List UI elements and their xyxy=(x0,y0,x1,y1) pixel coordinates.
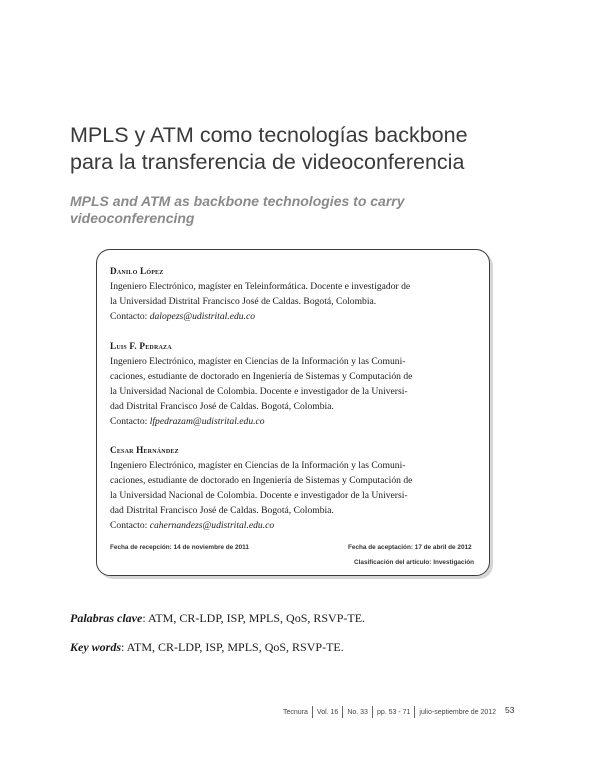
keywords-label: Key words xyxy=(70,640,121,654)
author-block xyxy=(110,443,480,533)
footer-period: julio-septiembre de 2012 xyxy=(419,708,497,716)
title-line-1: MPLS y ATM como tecnologías backbone xyxy=(70,123,468,147)
footer-divider xyxy=(342,706,343,718)
author-bio-line: caciones, estudiante de doctorado en Ingeniería de Sistemas y Computación de xyxy=(110,475,413,486)
author-name: Danilo López xyxy=(110,266,164,276)
author-bio-line: la Universidad Nacional de Colombia. Docente e investigador de la Universi- xyxy=(110,386,408,397)
author-bio-line: Ingeniero Electrónico, magíster en Ciencias de la Información y las Comuni- xyxy=(110,356,406,367)
contact-label: Contacto: xyxy=(110,311,150,322)
page-footer xyxy=(283,705,496,719)
author-contact xyxy=(110,414,480,429)
author-contact xyxy=(110,518,480,533)
article-title xyxy=(70,122,540,176)
received-date: Fecha de recepción: 14 de noviembre de 2011 xyxy=(110,544,249,551)
keywords-text: : ATM, CR-LDP, ISP, MPLS, QoS, RSVP-TE. xyxy=(142,611,366,625)
footer-divider xyxy=(372,706,373,718)
footer-number: No. 33 xyxy=(347,708,368,716)
article-classification: Clasificación del artículo: Investigación xyxy=(354,559,475,566)
english-title xyxy=(70,193,530,227)
keywords-text: : ATM, CR-LDP, ISP, MPLS, QoS, RSVP-TE. xyxy=(121,640,344,654)
contact-label: Contacto: xyxy=(110,520,150,531)
author-bio-line: la Universidad Nacional de Colombia. Docente e investigador de la Universi- xyxy=(110,490,408,501)
footer-volume: Vol. 16 xyxy=(316,708,339,716)
author-bio-line: dad Distrital Francisco José de Caldas. Bogotá, Colombia. xyxy=(110,401,334,412)
author-name: Luis F. Pedraza xyxy=(110,341,172,351)
english-title-line-1: MPLS and ATM as backbone technologies to carry xyxy=(70,193,405,209)
footer-journal: Tecnura xyxy=(283,708,308,716)
author-contact xyxy=(110,309,480,324)
author-bio-line: la Universidad Distrital Francisco José de Caldas. Bogotá, Colombia. xyxy=(110,296,377,307)
english-title-line-2: videoconferencing xyxy=(70,210,195,226)
contact-email[interactable]: dalopezs@udistrital.edu.co xyxy=(149,311,255,322)
accepted-date: Fecha de aceptación: 17 de abril de 2012 xyxy=(348,544,472,551)
keywords-label: Palabras clave xyxy=(70,611,143,625)
footer-pages: pp. 53 - 71 xyxy=(376,708,411,716)
footer-divider xyxy=(414,706,415,718)
contact-email[interactable]: cahernandezs@udistrital.edu.co xyxy=(149,520,275,531)
title-line-2: para la transferencia de videoconferencia xyxy=(70,150,465,174)
author-name: Cesar Hernández xyxy=(110,445,179,455)
author-bio-line: caciones, estudiante de doctorado en Ingeniería de Sistemas y Computación de xyxy=(110,371,413,382)
author-block xyxy=(110,339,480,429)
author-bio-line: dad Distrital Francisco José de Caldas. Bogotá, Colombia. xyxy=(110,505,334,516)
keywords-spanish xyxy=(70,611,365,626)
keywords-english xyxy=(70,640,344,655)
page-number: 53 xyxy=(505,705,515,715)
author-block xyxy=(110,264,480,324)
author-bio-line: Ingeniero Electrónico, magíster en Teleinformática. Docente e investigador de xyxy=(110,281,411,292)
author-bio-line: Ingeniero Electrónico, magíster en Ciencias de la Información y las Comuni- xyxy=(110,460,406,471)
contact-email[interactable]: lfpedrazam@udistrital.edu.co xyxy=(149,416,265,427)
footer-divider xyxy=(312,706,313,718)
contact-label: Contacto: xyxy=(110,416,150,427)
